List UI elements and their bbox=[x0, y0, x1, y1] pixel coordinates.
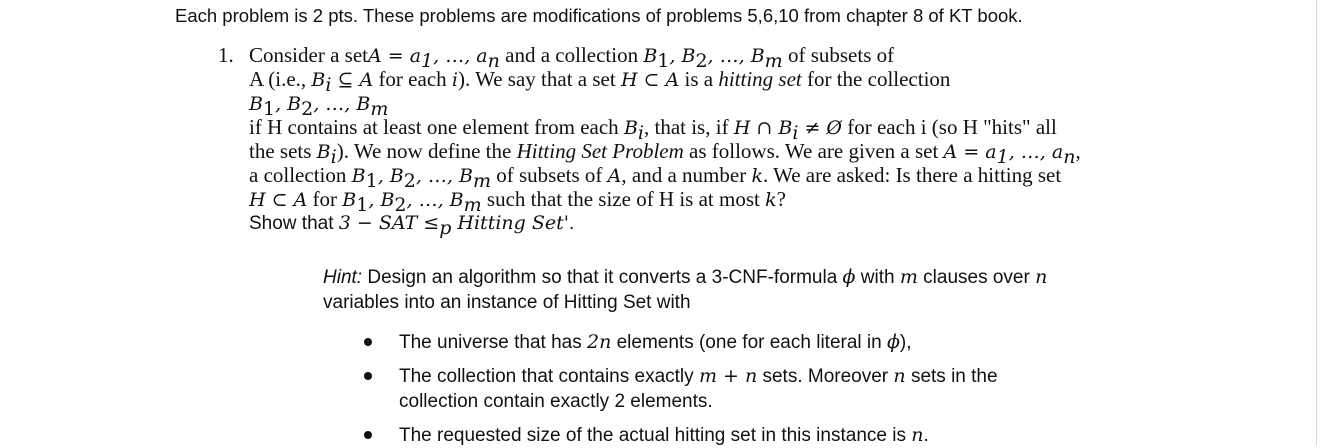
term-hitting-set-problem: Hitting Set Problem bbox=[516, 139, 684, 163]
hint-block bbox=[323, 265, 1313, 315]
text: The requested size of the actual hitting set in this instance is bbox=[399, 425, 912, 446]
math: B bbox=[316, 141, 331, 163]
subscript: 2 bbox=[403, 169, 416, 192]
text: clauses over bbox=[917, 267, 1036, 288]
math: B bbox=[311, 69, 326, 91]
problem-line-7 bbox=[249, 187, 1309, 216]
subscript: i bbox=[792, 121, 799, 144]
math: ⊆ A bbox=[331, 69, 374, 91]
subscript: 1 bbox=[356, 193, 369, 216]
subscript: i bbox=[637, 121, 644, 144]
problem-line-2 bbox=[249, 67, 1309, 96]
list-item bbox=[361, 330, 1311, 355]
subscript: 2 bbox=[695, 49, 708, 72]
math: m bbox=[899, 266, 918, 288]
math: ≠ Ø bbox=[798, 117, 842, 139]
text: a collection bbox=[249, 163, 352, 187]
text: The collection that contains exactly bbox=[399, 366, 699, 387]
math: ϕ bbox=[842, 266, 856, 288]
page-edge-rule bbox=[1316, 0, 1317, 445]
bullet-icon bbox=[364, 372, 372, 380]
math: A = a bbox=[943, 141, 997, 163]
math: , …, a bbox=[433, 45, 488, 67]
math: , …, a bbox=[1008, 141, 1064, 163]
text: is a bbox=[679, 67, 719, 91]
math: , B bbox=[275, 93, 302, 115]
term-hitting-set: hitting set bbox=[718, 67, 802, 91]
text: for each i (so H "hits" all bbox=[842, 115, 1057, 139]
math: Hitting Set' bbox=[451, 212, 569, 234]
subscript: i bbox=[325, 73, 332, 96]
subscript: 1 bbox=[996, 145, 1009, 168]
math: B bbox=[643, 45, 658, 67]
text: the sets bbox=[249, 139, 317, 163]
text: Show that bbox=[249, 213, 339, 234]
math: n bbox=[893, 365, 906, 387]
text: ? bbox=[776, 187, 786, 211]
math: B bbox=[351, 165, 366, 187]
text: ). We now define the bbox=[336, 139, 517, 163]
subscript: p bbox=[439, 216, 452, 239]
math: B bbox=[342, 189, 357, 211]
text: . We are asked: Is there a hitting set bbox=[762, 163, 1062, 187]
text: elements (one for each literal in bbox=[611, 332, 887, 353]
subscript: m bbox=[764, 49, 783, 72]
subscript: m bbox=[370, 97, 389, 120]
math: , B bbox=[368, 189, 395, 211]
list-item bbox=[361, 364, 1311, 414]
math: 3 − SAT ≤ bbox=[338, 212, 440, 234]
math: k bbox=[765, 189, 777, 211]
bullet-line: collection contain exactly 2 elements. bbox=[399, 391, 713, 412]
math: m + n bbox=[698, 365, 758, 387]
math: n bbox=[911, 424, 924, 446]
problem-line-3 bbox=[249, 91, 1309, 120]
subscript: 1 bbox=[365, 169, 378, 192]
math: k bbox=[751, 165, 763, 187]
math: ϕ bbox=[886, 331, 900, 353]
math: B bbox=[623, 117, 638, 139]
text: if H contains at least one element from each bbox=[249, 115, 624, 139]
intro-paragraph: Each problem is 2 pts. These problems are modifications of problems 5,6,10 from chapter 8 of KT book. bbox=[175, 5, 1023, 26]
subscript: 1 bbox=[262, 97, 276, 120]
math: A = a bbox=[367, 45, 422, 67]
math: 2n bbox=[587, 331, 612, 353]
text: A (i.e., bbox=[249, 67, 312, 91]
text: The universe that has bbox=[399, 332, 587, 353]
text: of subsets of bbox=[782, 43, 895, 67]
text: such that the size of H is at most bbox=[481, 187, 766, 211]
subscript: m bbox=[463, 193, 482, 216]
problem-line-6 bbox=[249, 163, 1309, 192]
problem-line-1 bbox=[249, 43, 1309, 72]
hint-label: Hint: bbox=[323, 267, 363, 288]
math: , …, B bbox=[406, 189, 464, 211]
math: H ∩ B bbox=[733, 117, 793, 139]
text: . bbox=[923, 425, 929, 446]
subscript: 1 bbox=[657, 49, 670, 72]
text: sets. Moreover bbox=[757, 366, 894, 387]
hint-line-2: variables into an instance of Hitting Set with bbox=[323, 292, 691, 313]
bullet-line bbox=[399, 330, 1311, 355]
subscript: 1 bbox=[421, 49, 434, 72]
list-item bbox=[361, 423, 1311, 448]
math: , B bbox=[377, 165, 404, 187]
text: , that is, if bbox=[643, 115, 734, 139]
text: , bbox=[1075, 139, 1081, 163]
bullet-icon bbox=[364, 338, 372, 346]
subscript: n bbox=[1063, 145, 1076, 168]
math: n bbox=[1035, 266, 1048, 288]
text: of subsets of bbox=[490, 163, 608, 187]
hint-bullet-list bbox=[361, 330, 1311, 448]
subscript: n bbox=[487, 49, 500, 72]
text: . bbox=[568, 213, 575, 234]
text: Design an algorithm so that it converts a 3-CNF-formula bbox=[362, 267, 843, 288]
problem-line-8 bbox=[249, 211, 1309, 239]
problem-statement bbox=[249, 43, 1309, 239]
text: for each bbox=[373, 67, 452, 91]
problem-number: 1. bbox=[218, 43, 234, 67]
math: , …, B bbox=[313, 93, 371, 115]
math: H ⊂ A bbox=[249, 189, 308, 211]
text: sets in the bbox=[905, 366, 998, 387]
text: as follows. We are given a set bbox=[683, 139, 944, 163]
text: ). We say that a set bbox=[457, 67, 621, 91]
problem-line-4 bbox=[249, 115, 1309, 144]
text: and a collection bbox=[499, 43, 644, 67]
text: Consider a set bbox=[249, 43, 368, 67]
bullet-icon bbox=[364, 431, 372, 439]
math: B bbox=[249, 93, 263, 115]
math: H ⊂ A bbox=[620, 69, 680, 91]
hint-line-1 bbox=[323, 265, 1313, 290]
math: A bbox=[607, 165, 622, 187]
math: i bbox=[451, 69, 458, 91]
text: , and a number bbox=[621, 163, 752, 187]
subscript: m bbox=[472, 169, 491, 192]
math: , …, B bbox=[707, 45, 765, 67]
math: , …, B bbox=[415, 165, 473, 187]
problem-line-5 bbox=[249, 139, 1309, 168]
text: for the collection bbox=[801, 67, 951, 91]
text: for bbox=[307, 187, 343, 211]
subscript: 2 bbox=[301, 97, 314, 120]
text: ), bbox=[899, 332, 912, 353]
subscript: 2 bbox=[394, 193, 407, 216]
text: with bbox=[855, 267, 900, 288]
bullet-line bbox=[399, 423, 1311, 448]
bullet-line bbox=[399, 364, 1311, 389]
subscript: i bbox=[330, 145, 337, 168]
math: , B bbox=[669, 45, 696, 67]
